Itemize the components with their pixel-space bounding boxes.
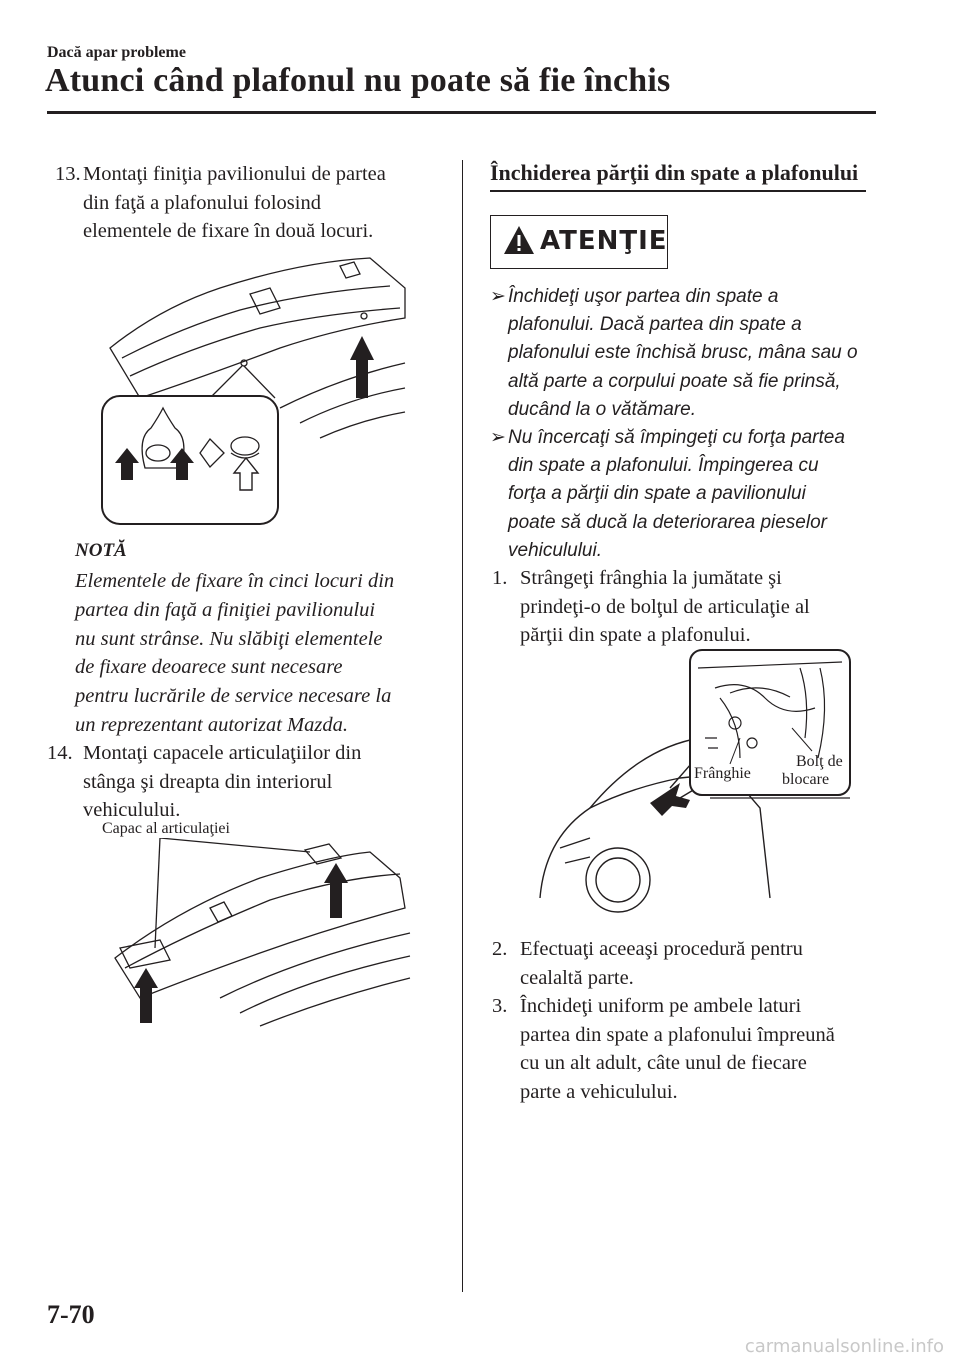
bullet-line: forţa a părţii din spate a pavilionului (508, 483, 806, 505)
roof-trim-fastener-illustration (100, 248, 410, 528)
note-line: pentru lucrările de service necesare la (75, 685, 392, 708)
bullet-line: ducând la o vătămare. (508, 398, 697, 420)
section-heading: Închiderea părţii din spate a plafonului (490, 160, 859, 185)
note-line: Elementele de fixare în cinci locuri din (75, 570, 395, 592)
step-13 (55, 160, 455, 246)
step-number: 2. (492, 938, 508, 960)
step-line: Închideţi uniform pe ambele laturi (520, 995, 802, 1017)
page-number: 7-70 (47, 1300, 95, 1329)
note-title: NOTĂ (75, 540, 127, 561)
figure-label-hinge-cover: Capac al articulaţiei (102, 820, 230, 837)
label-bolt-1: Bolţ de (796, 753, 843, 770)
watermark: carmanualsonline.info (744, 1336, 944, 1357)
warning-bullet (492, 283, 882, 424)
bullet-line: din spate a plafonului. Împingerea cu (508, 455, 819, 477)
note-body (75, 567, 455, 740)
label-bolt-2: blocare (782, 771, 830, 788)
page-title: Atunci când plafonul nu poate să fie închis (45, 62, 671, 99)
step-number: 14. (47, 742, 73, 764)
warning-triangle-icon (502, 224, 536, 256)
step-line: cu un alt adult, câte unul de fiecare (520, 1052, 807, 1074)
warning-label: ATENŢIE (540, 226, 668, 256)
bullet-arrow-icon: ➢ (490, 427, 506, 449)
step-number: 13. (55, 163, 81, 185)
step-3 (492, 992, 882, 1106)
heading-rule (490, 190, 866, 192)
bullet-line: poate să ducă la deteriorarea pieselor (508, 511, 827, 533)
step-line: Efectuaţi aceeaşi procedură pentru (520, 938, 803, 960)
warning-bullet (492, 424, 882, 565)
step-2 (492, 935, 882, 992)
title-rule (47, 111, 876, 114)
bullet-arrow-icon: ➢ (490, 286, 506, 307)
note-line: nu sunt strânse. Nu slăbiţi elementele (75, 627, 383, 650)
hinge-cover-illustration (100, 838, 420, 1028)
step-line: Montaţi finiţia pavilionului de partea (83, 163, 386, 185)
step-line: vehiculului. (83, 799, 181, 821)
step-line: elementele de fixare în două locuri. (83, 220, 374, 242)
section-label: Dacă apar probleme (47, 44, 186, 61)
note-line: partea din faţă a finiţiei pavilionului (75, 598, 376, 621)
label-rope: Frânghie (694, 765, 751, 782)
note-line: un reprezentant autorizat Mazda. (75, 713, 348, 736)
note-line: de fixare deoarece sunt necesare (75, 656, 343, 679)
rope-bolt-illustration (530, 648, 855, 918)
step-number: 1. (492, 567, 508, 589)
step-line: parte a vehiculului. (520, 1080, 678, 1103)
step-line: din faţă a plafonului folosind (83, 191, 321, 214)
bullet-line: plafonului. Dacă partea din spate a (508, 314, 802, 336)
step-line: prindeţi-o de bolţul de articulaţie al (520, 595, 810, 618)
step-number: 3. (492, 995, 508, 1017)
bullet-line: altă parte a corpului poate să fie prinsă, (508, 370, 841, 392)
bullet-line: Închideţi uşor partea din spate a (508, 286, 779, 307)
step-1 (492, 564, 882, 650)
step-line: părţii din spate a plafonului. (520, 624, 751, 646)
bullet-line: Nu încercaţi să împingeţi cu forţa partea (508, 427, 845, 449)
step-line: stânga şi dreapta din interiorul (83, 770, 333, 793)
step-line: cealaltă parte. (520, 966, 634, 989)
step-line: Montaţi capacele articulaţiilor din (83, 742, 362, 764)
step-14 (47, 739, 447, 825)
column-divider (462, 160, 463, 1292)
warning-bullets (492, 283, 882, 565)
bullet-line: vehiculului. (508, 539, 602, 561)
step-line: partea din spate a plafonului împreună (520, 1023, 835, 1046)
step-line: Strângeţi frânghia la jumătate şi (520, 567, 782, 589)
bullet-line: plafonului este închisă brusc, mâna sau o (508, 342, 858, 364)
